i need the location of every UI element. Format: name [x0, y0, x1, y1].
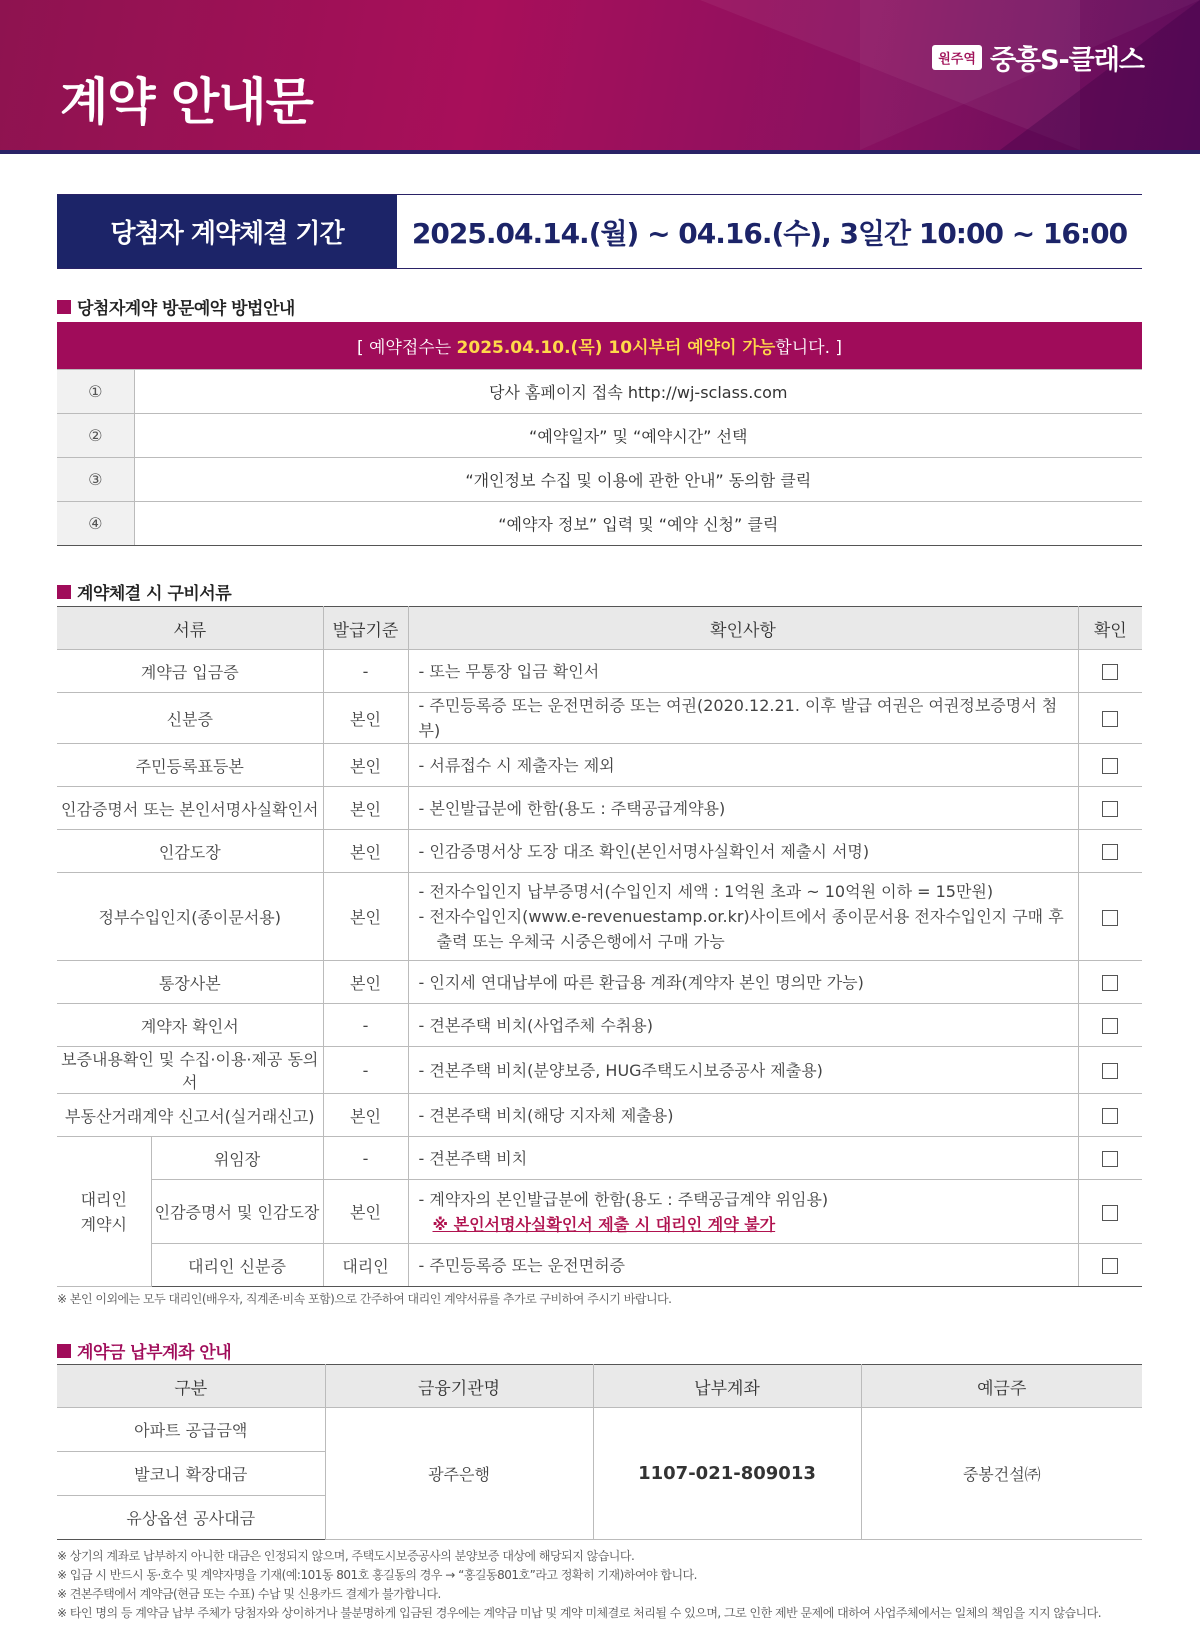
confirm-cell — [1078, 1094, 1142, 1137]
documents-heading — [57, 579, 231, 604]
confirm-cell — [1078, 650, 1142, 693]
document-name: 계약금 입금증 — [57, 650, 323, 693]
booking-notice-row — [57, 322, 1142, 369]
confirm-checkbox[interactable] — [1102, 910, 1118, 926]
col-header-bank: 금융기관명 — [325, 1365, 593, 1408]
document-name: 신분증 — [57, 693, 323, 744]
document-row — [57, 1047, 1142, 1094]
col-header-holder: 예금주 — [861, 1365, 1142, 1408]
step-text: “예약자 정보” 입력 및 “예약 신청” 클릭 — [134, 501, 1142, 545]
confirm-checkbox[interactable] — [1102, 1108, 1118, 1124]
brand-name: 중흥S-클래스 — [989, 45, 1144, 76]
document-name: 인감증명서 또는 본인서명사실확인서 — [57, 787, 323, 830]
document-check-items — [408, 1137, 1078, 1180]
document-check-items — [408, 961, 1078, 1004]
check-item-line: 출력 또는 우체국 시중은행에서 구매 가능 — [436, 932, 725, 951]
document-row — [57, 1004, 1142, 1047]
proxy-group-label — [57, 1137, 151, 1287]
confirm-cell — [1078, 744, 1142, 787]
document-row — [57, 650, 1142, 693]
payment-notes — [57, 1547, 1101, 1623]
confirm-cell — [1078, 1244, 1142, 1287]
confirm-checkbox[interactable] — [1102, 664, 1118, 680]
booking-notice-highlight: 2025.04.10.(목) 10시부터 예약이 가능 — [456, 337, 776, 358]
brand-badge: 원주역 — [932, 45, 982, 70]
payment-item: 유상옵션 공사대금 — [57, 1496, 325, 1540]
period-value: 2025.04.14.(월) ~ 04.16.(수), 3일간 10:00 ~ 16:00 — [411, 216, 1128, 250]
document-row — [57, 787, 1142, 830]
document-basis: - — [323, 650, 408, 693]
booking-heading-text: 당첨자계약 방문예약 방법안내 — [77, 299, 295, 319]
check-item-line: - 주민등록증 또는 운전면허증 — [418, 1255, 626, 1275]
check-item-line: - 견본주택 비치(분양보증, HUG주택도시보증공사 제출용) — [418, 1060, 823, 1080]
document-name: 부동산거래계약 신고서(실거래신고) — [57, 1094, 323, 1137]
proxy-document-row — [57, 1244, 1142, 1287]
document-basis: 본인 — [323, 1180, 408, 1244]
document-check-items — [408, 1004, 1078, 1047]
document-basis: 본인 — [323, 744, 408, 787]
proxy-group-line: 계약시 — [80, 1214, 127, 1234]
document-basis: 본인 — [323, 830, 408, 873]
document-check-items — [408, 1094, 1078, 1137]
contract-period — [57, 194, 1142, 269]
square-bullet-icon — [57, 1344, 71, 1358]
check-item-line: - 본인발급분에 한함(용도 : 주택공급계약용) — [418, 798, 726, 818]
square-bullet-icon — [57, 585, 71, 599]
documents-table — [57, 606, 1142, 1287]
check-item-line: - 인지세 연대납부에 따른 환급용 계좌(계약자 본인 명의만 가능) — [418, 972, 864, 992]
confirm-checkbox[interactable] — [1102, 1151, 1118, 1167]
documents-footnote: ※ 본인 이외에는 모두 대리인(배우자, 직계존·비속 포함)으로 간주하여 대리인 계약서류를 추가로 구비하여 주시기 바랍니다. — [57, 1292, 672, 1306]
payment-item: 아파트 공급금액 — [57, 1408, 325, 1452]
booking-notice: [ 예약접수는 2025.04.10.(목) 10시부터 예약이 가능합니다. ] — [57, 322, 1142, 369]
confirm-checkbox[interactable] — [1102, 844, 1118, 860]
banner-underline — [0, 150, 1200, 154]
payment-note: ※ 상기의 계좌로 납부하지 아니한 대금은 인정되지 않으며, 주택도시보증공사의 분양보증 대상에 해당되지 않습니다. — [57, 1549, 635, 1563]
document-row — [57, 830, 1142, 873]
document-check-items — [408, 1047, 1078, 1094]
confirm-checkbox[interactable] — [1102, 1018, 1118, 1034]
payment-note: ※ 타인 명의 등 계약금 납부 주체가 당첨자와 상이하거나 불분명하게 입금된 경우에는 계약금 미납 및 계약 미체결로 처리될 수 있으며, 그로 인한 제반 문제에 대하여 사업주체에서는 일체의 책임을 지지 않습니다. — [57, 1606, 1102, 1620]
document-name: 계약자 확인서 — [57, 1004, 323, 1047]
step-row — [57, 501, 1142, 545]
document-check-items — [408, 787, 1078, 830]
booking-steps-table — [57, 322, 1142, 546]
payment-table — [57, 1364, 1142, 1540]
col-header-account: 납부계좌 — [593, 1365, 861, 1408]
confirm-cell — [1078, 1047, 1142, 1094]
document-row — [57, 744, 1142, 787]
document-check-items — [408, 744, 1078, 787]
check-item-line: - 견본주택 비치 — [418, 1148, 528, 1168]
document-basis: - — [323, 1047, 408, 1094]
proxy-warning — [419, 1212, 1078, 1237]
document-row — [57, 873, 1142, 961]
documents-heading-text: 계약체결 시 구비서류 — [77, 584, 232, 604]
step-text: “예약일자” 및 “예약시간” 선택 — [134, 413, 1142, 457]
step-row — [57, 413, 1142, 457]
check-item-line: - 또는 무통장 입금 확인서 — [418, 661, 600, 681]
document-basis: 본인 — [323, 961, 408, 1004]
document-name: 주민등록표등본 — [57, 744, 323, 787]
payment-heading — [57, 1338, 231, 1363]
account-holder: 중봉건설㈜ — [861, 1408, 1142, 1540]
step-row — [57, 369, 1142, 413]
document-name: 통장사본 — [57, 961, 323, 1004]
document-basis: - — [323, 1137, 408, 1180]
document-name: 대리인 신분증 — [151, 1244, 323, 1287]
confirm-cell — [1078, 1180, 1142, 1244]
check-item-line: - 전자수입인지 납부증명서(수입인지 세액 : 1억원 초과 ~ 10억원 이하 = 15만원) — [418, 882, 994, 901]
proxy-group-line: 대리인 — [80, 1189, 127, 1209]
check-item-line: - 계약자의 본인발급분에 한함(용도 : 주택공급계약 위임용) — [418, 1189, 829, 1209]
document-name: 인감증명서 및 인감도장 — [151, 1180, 323, 1244]
step-text: “개인정보 수집 및 이용에 관한 안내” 동의함 클릭 — [134, 457, 1142, 501]
page-title: 계약 안내문 — [60, 73, 313, 131]
confirm-cell — [1078, 693, 1142, 744]
account-number: 1107-021-809013 — [593, 1408, 861, 1540]
document-row — [57, 1094, 1142, 1137]
step-number: ② — [57, 413, 134, 457]
confirm-checkbox[interactable] — [1102, 801, 1118, 817]
bank-name: 광주은행 — [325, 1408, 593, 1540]
step-text: 당사 홈페이지 접속 http://wj-sclass.com — [134, 369, 1142, 413]
confirm-cell — [1078, 1137, 1142, 1180]
proxy-document-row — [57, 1180, 1142, 1244]
document-check-items — [408, 830, 1078, 873]
step-number: ④ — [57, 501, 134, 545]
period-label: 당첨자 계약체결 기간 — [57, 195, 397, 268]
step-number: ① — [57, 369, 134, 413]
col-header-basis: 발급기준 — [323, 607, 408, 650]
confirm-checkbox[interactable] — [1102, 758, 1118, 774]
document-check-items — [408, 693, 1078, 744]
payment-item: 발코니 확장대금 — [57, 1452, 325, 1496]
confirm-cell — [1078, 961, 1142, 1004]
document-basis: 본인 — [323, 787, 408, 830]
check-item-line: - 주민등록증 또는 운전면허증 또는 여권(2020.12.21. 이후 발급 여권은 여권정보증명서 첨부) — [418, 696, 1058, 740]
document-check-items — [408, 873, 1078, 961]
document-check-items — [408, 1180, 1078, 1244]
col-header-check-items: 확인사항 — [408, 607, 1078, 650]
document-basis: 본인 — [323, 693, 408, 744]
document-basis: 본인 — [323, 873, 408, 961]
payment-heading-text: 계약금 납부계좌 안내 — [77, 1343, 232, 1363]
step-row — [57, 457, 1142, 501]
col-header-document: 서류 — [57, 607, 323, 650]
header-banner — [0, 0, 1200, 150]
confirm-checkbox[interactable] — [1102, 975, 1118, 991]
square-bullet-icon — [57, 300, 71, 314]
check-item-line: - 인감증명서상 도장 대조 확인(본인서명사실확인서 제출시 서명) — [418, 841, 870, 861]
payment-note: ※ 입금 시 반드시 동·호수 및 계약자명을 기재(예:101동 801호 홍길동의 경우 → “홍길동801호”라고 정확히 기재)하여야 합니다. — [57, 1568, 697, 1582]
document-row — [57, 693, 1142, 744]
proxy-warning-text: ※ 본인서명사실확인서 제출 시 대리인 계약 불가 — [432, 1214, 776, 1234]
step-number: ③ — [57, 457, 134, 501]
confirm-checkbox[interactable] — [1102, 1258, 1118, 1274]
document-name: 정부수입인지(종이문서용) — [57, 873, 323, 961]
brand-logo — [932, 38, 1144, 77]
document-check-items — [408, 650, 1078, 693]
confirm-checkbox[interactable] — [1102, 1063, 1118, 1079]
confirm-checkbox[interactable] — [1102, 711, 1118, 727]
document-name: 위임장 — [151, 1137, 323, 1180]
check-item-line: - 전자수입인지(www.e-revenuestamp.or.kr)사이트에서 종이문서용 전자수입인지 구매 후 — [418, 907, 1064, 926]
payment-note: ※ 견본주택에서 계약금(현금 또는 수표) 수납 및 신용카드 결제가 불가합니다. — [57, 1587, 441, 1601]
confirm-cell — [1078, 1004, 1142, 1047]
document-row — [57, 961, 1142, 1004]
document-check-items — [408, 1244, 1078, 1287]
confirm-cell — [1078, 830, 1142, 873]
document-basis: 본인 — [323, 1094, 408, 1137]
document-name: 인감도장 — [57, 830, 323, 873]
check-item-line: - 견본주택 비치(사업주체 수취용) — [418, 1015, 653, 1035]
confirm-cell — [1078, 787, 1142, 830]
check-item-line: - 견본주택 비치(해당 지자체 제출용) — [418, 1105, 674, 1125]
document-basis: 대리인 — [323, 1244, 408, 1287]
proxy-document-row — [57, 1137, 1142, 1180]
confirm-cell — [1078, 873, 1142, 961]
check-item-line: - 서류접수 시 제출자는 제외 — [418, 755, 615, 775]
document-name: 보증내용확인 및 수집·이용·제공 동의서 — [57, 1047, 323, 1094]
col-header-category: 구분 — [57, 1365, 325, 1408]
document-basis: - — [323, 1004, 408, 1047]
booking-heading — [57, 294, 295, 319]
col-header-confirm: 확인 — [1078, 607, 1142, 650]
confirm-checkbox[interactable] — [1102, 1205, 1118, 1221]
